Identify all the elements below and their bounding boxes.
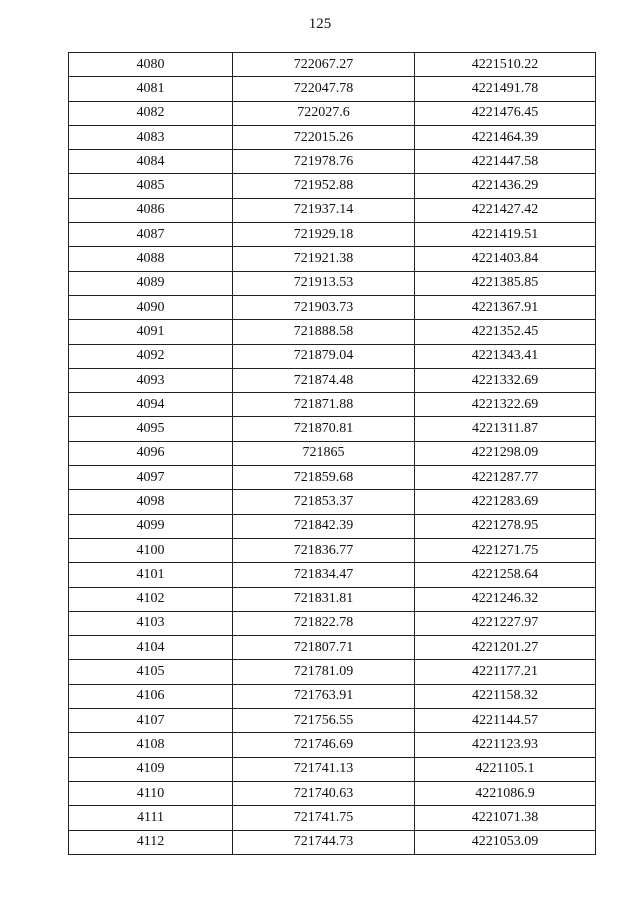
- table-row: [69, 295, 596, 319]
- point-id-cell: 4110: [69, 781, 233, 805]
- y-coordinate-cell: 4221201.27: [415, 636, 596, 660]
- table-row: [69, 198, 596, 222]
- table-row: [69, 368, 596, 392]
- y-coordinate-cell: 4221177.21: [415, 660, 596, 684]
- point-id-cell: 4107: [69, 709, 233, 733]
- point-id-cell: 4108: [69, 733, 233, 757]
- table-row: [69, 757, 596, 781]
- point-id-cell: 4093: [69, 368, 233, 392]
- point-id-cell: 4106: [69, 684, 233, 708]
- x-coordinate-cell: 721865: [233, 441, 415, 465]
- x-coordinate-cell: 721929.18: [233, 223, 415, 247]
- x-coordinate-cell: 721740.63: [233, 781, 415, 805]
- table-row: [69, 660, 596, 684]
- x-coordinate-cell: 721781.09: [233, 660, 415, 684]
- x-coordinate-cell: 721746.69: [233, 733, 415, 757]
- x-coordinate-cell: 721831.81: [233, 587, 415, 611]
- x-coordinate-cell: 721978.76: [233, 150, 415, 174]
- x-coordinate-cell: 721937.14: [233, 198, 415, 222]
- y-coordinate-cell: 4221311.87: [415, 417, 596, 441]
- point-id-cell: 4112: [69, 830, 233, 854]
- x-coordinate-cell: 721741.13: [233, 757, 415, 781]
- x-coordinate-cell: 722027.6: [233, 101, 415, 125]
- point-id-cell: 4084: [69, 150, 233, 174]
- point-id-cell: 4082: [69, 101, 233, 125]
- y-coordinate-cell: 4221278.95: [415, 514, 596, 538]
- point-id-cell: 4102: [69, 587, 233, 611]
- point-id-cell: 4081: [69, 77, 233, 101]
- y-coordinate-cell: 4221086.9: [415, 781, 596, 805]
- table-row: [69, 611, 596, 635]
- point-id-cell: 4104: [69, 636, 233, 660]
- table-row: [69, 247, 596, 271]
- y-coordinate-cell: 4221283.69: [415, 490, 596, 514]
- table-row: [69, 563, 596, 587]
- x-coordinate-cell: 721952.88: [233, 174, 415, 198]
- table-row: [69, 53, 596, 77]
- x-coordinate-cell: 721874.48: [233, 368, 415, 392]
- y-coordinate-cell: 4221158.32: [415, 684, 596, 708]
- point-id-cell: 4097: [69, 466, 233, 490]
- table-row: [69, 514, 596, 538]
- point-id-cell: 4101: [69, 563, 233, 587]
- x-coordinate-cell: 721921.38: [233, 247, 415, 271]
- coordinate-table: [68, 52, 596, 855]
- x-coordinate-cell: 721741.75: [233, 806, 415, 830]
- x-coordinate-cell: 721888.58: [233, 320, 415, 344]
- table-row: [69, 781, 596, 805]
- point-id-cell: 4105: [69, 660, 233, 684]
- table-row: [69, 417, 596, 441]
- point-id-cell: 4089: [69, 271, 233, 295]
- x-coordinate-cell: 721756.55: [233, 709, 415, 733]
- y-coordinate-cell: 4221071.38: [415, 806, 596, 830]
- x-coordinate-cell: 721853.37: [233, 490, 415, 514]
- page-number: 125: [308, 16, 332, 32]
- y-coordinate-cell: 4221403.84: [415, 247, 596, 271]
- table-row: [69, 77, 596, 101]
- table-row: [69, 587, 596, 611]
- point-id-cell: 4094: [69, 393, 233, 417]
- y-coordinate-cell: 4221246.32: [415, 587, 596, 611]
- table-row: [69, 320, 596, 344]
- x-coordinate-cell: 721807.71: [233, 636, 415, 660]
- x-coordinate-cell: 721903.73: [233, 295, 415, 319]
- y-coordinate-cell: 4221491.78: [415, 77, 596, 101]
- point-id-cell: 4098: [69, 490, 233, 514]
- point-id-cell: 4099: [69, 514, 233, 538]
- y-coordinate-cell: 4221343.41: [415, 344, 596, 368]
- y-coordinate-cell: 4221447.58: [415, 150, 596, 174]
- x-coordinate-cell: 722067.27: [233, 53, 415, 77]
- table-row: [69, 271, 596, 295]
- point-id-cell: 4080: [69, 53, 233, 77]
- x-coordinate-cell: 721879.04: [233, 344, 415, 368]
- point-id-cell: 4087: [69, 223, 233, 247]
- y-coordinate-cell: 4221419.51: [415, 223, 596, 247]
- x-coordinate-cell: 721870.81: [233, 417, 415, 441]
- table-row: [69, 684, 596, 708]
- coordinate-table-body: [69, 53, 596, 855]
- y-coordinate-cell: 4221510.22: [415, 53, 596, 77]
- point-id-cell: 4091: [69, 320, 233, 344]
- point-id-cell: 4111: [69, 806, 233, 830]
- y-coordinate-cell: 4221385.85: [415, 271, 596, 295]
- y-coordinate-cell: 4221258.64: [415, 563, 596, 587]
- x-coordinate-cell: 721836.77: [233, 538, 415, 562]
- table-row: [69, 733, 596, 757]
- table-row: [69, 125, 596, 149]
- y-coordinate-cell: 4221123.93: [415, 733, 596, 757]
- y-coordinate-cell: 4221287.77: [415, 466, 596, 490]
- point-id-cell: 4083: [69, 125, 233, 149]
- point-id-cell: 4090: [69, 295, 233, 319]
- y-coordinate-cell: 4221352.45: [415, 320, 596, 344]
- y-coordinate-cell: 4221436.29: [415, 174, 596, 198]
- y-coordinate-cell: 4221367.91: [415, 295, 596, 319]
- point-id-cell: 4100: [69, 538, 233, 562]
- x-coordinate-cell: 721913.53: [233, 271, 415, 295]
- table-row: [69, 150, 596, 174]
- table-row: [69, 709, 596, 733]
- x-coordinate-cell: 721822.78: [233, 611, 415, 635]
- table-row: [69, 466, 596, 490]
- point-id-cell: 4096: [69, 441, 233, 465]
- x-coordinate-cell: 721842.39: [233, 514, 415, 538]
- x-coordinate-cell: 721744.73: [233, 830, 415, 854]
- y-coordinate-cell: 4221464.39: [415, 125, 596, 149]
- table-row: [69, 538, 596, 562]
- table-row: [69, 441, 596, 465]
- point-id-cell: 4085: [69, 174, 233, 198]
- x-coordinate-cell: 721871.88: [233, 393, 415, 417]
- x-coordinate-cell: 722047.78: [233, 77, 415, 101]
- x-coordinate-cell: 722015.26: [233, 125, 415, 149]
- table-row: [69, 490, 596, 514]
- x-coordinate-cell: 721763.91: [233, 684, 415, 708]
- y-coordinate-cell: 4221322.69: [415, 393, 596, 417]
- x-coordinate-cell: 721834.47: [233, 563, 415, 587]
- y-coordinate-cell: 4221427.42: [415, 198, 596, 222]
- y-coordinate-cell: 4221298.09: [415, 441, 596, 465]
- y-coordinate-cell: 4221105.1: [415, 757, 596, 781]
- y-coordinate-cell: 4221271.75: [415, 538, 596, 562]
- table-row: [69, 223, 596, 247]
- y-coordinate-cell: 4221144.57: [415, 709, 596, 733]
- point-id-cell: 4103: [69, 611, 233, 635]
- table-row: [69, 636, 596, 660]
- point-id-cell: 4088: [69, 247, 233, 271]
- table-row: [69, 174, 596, 198]
- y-coordinate-cell: 4221227.97: [415, 611, 596, 635]
- table-row: [69, 393, 596, 417]
- point-id-cell: 4086: [69, 198, 233, 222]
- point-id-cell: 4095: [69, 417, 233, 441]
- point-id-cell: 4092: [69, 344, 233, 368]
- table-row: [69, 101, 596, 125]
- y-coordinate-cell: 4221332.69: [415, 368, 596, 392]
- table-row: [69, 344, 596, 368]
- y-coordinate-cell: 4221476.45: [415, 101, 596, 125]
- y-coordinate-cell: 4221053.09: [415, 830, 596, 854]
- table-row: [69, 806, 596, 830]
- x-coordinate-cell: 721859.68: [233, 466, 415, 490]
- point-id-cell: 4109: [69, 757, 233, 781]
- table-row: [69, 830, 596, 854]
